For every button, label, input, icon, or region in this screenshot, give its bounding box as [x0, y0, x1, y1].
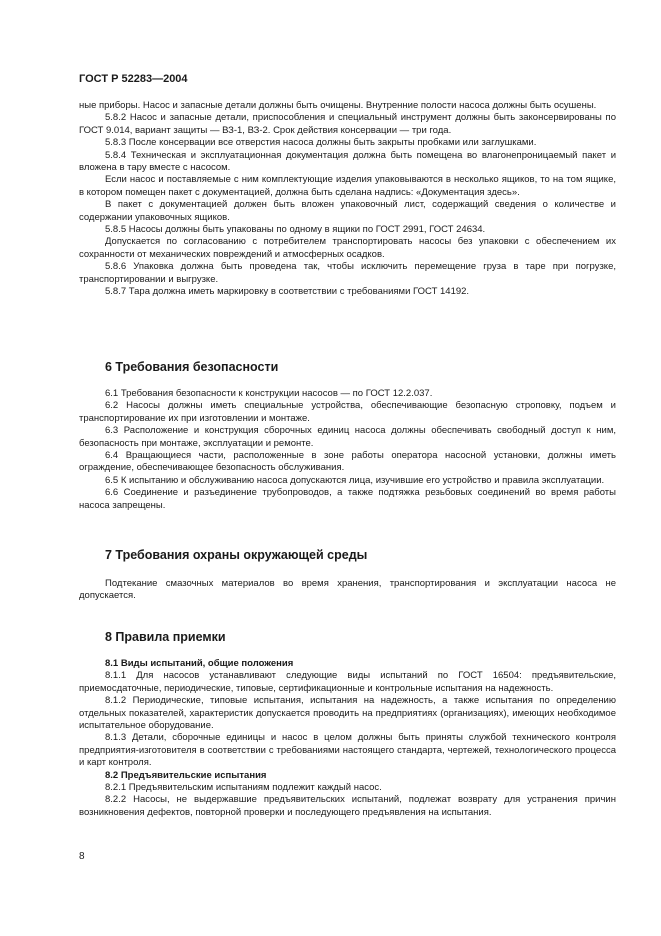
paragraph: 8.1.1 Для насосов устанавливают следующие виды испытаний по ГОСТ 16504: предъявительские, приемосдаточные, периодические, типовые, сертификационные и контрольные испытания на надежность. — [79, 670, 616, 694]
paragraph: 6.3 Расположение и конструкция сборочных единиц насоса должны обеспечивать свободный доступ к ним, безопасность при монтаже, эксплуатации и ремонте. — [79, 425, 616, 449]
paragraph: 8.1.3 Детали, сборочные единицы и насос в целом должны быть приняты службой технического контроля предприятия-изготовителя в соответствии с требованиями настоящего стандарта, чертежей, технологического процесса и карт контроля. — [79, 732, 616, 769]
section-title: 7 Требования охраны окружающей среды — [105, 548, 368, 562]
document-header: ГОСТ Р 52283—2004 — [79, 73, 188, 85]
paragraph: 6.2 Насосы должны иметь специальные устройства, обеспечивающие безопасную строповку, подъем и транспортирование их при изготовлении и монтаже. — [79, 400, 616, 424]
paragraph: 6.4 Вращающиеся части, расположенные в зоне работы оператора насосной установки, должны иметь ограждение, обеспечивающее безопасность обслуживания. — [79, 450, 616, 474]
section-6 — [79, 360, 616, 512]
paragraph: ные приборы. Насос и запасные детали должны быть очищены. Внутренние полости насоса должны быть осушены. — [79, 100, 597, 111]
subsection-title: 8.1 Виды испытаний, общие положения — [105, 658, 294, 669]
paragraph: 5.8.7 Тара должна иметь маркировку в соответствии с требованиями ГОСТ 14192. — [105, 286, 470, 298]
section-title: 8 Правила приемки — [105, 630, 226, 644]
paragraph: 5.8.6 Упаковка должна быть проведена так, чтобы исключить перемещение груза в таре при погрузке, транспортировании и выгрузке. — [79, 261, 616, 285]
page-number: 8 — [79, 851, 85, 862]
paragraph: 8.2.2 Насосы, не выдержавшие предъявительских испытаний, подлежат возврату для устранения причин возникновения дефектов, повторной проверки и последующего предъявления на испытания. — [79, 794, 616, 818]
paragraph: Подтекание смазочных материалов во время хранения, транспортирования и эксплуатации насоса не допускается. — [79, 578, 616, 602]
paragraph: 5.8.4 Техническая и эксплуатационная документация должна быть помещена во влагонепроницаемый пакет и вложена в тару вместе с насосом. — [79, 149, 616, 174]
section-7 — [79, 548, 616, 603]
paragraph: Если насос и поставляемые с ним комплектующие изделия упаковываются в несколько ящиков, то на том ящике, в котором помещен пакет с документацией, должна быть сделана надпись: «Документация здесь». — [79, 174, 616, 198]
section-title: 6 Требования безопасности — [105, 360, 279, 374]
paragraph: 5.8.2 Насос и запасные детали, приспособления и специальный инструмент должны быть законсервированы по ГОСТ 9.014, вариант защиты — ВЗ-1, ВЗ-2. Срок действия консервации — три года. — [79, 112, 616, 136]
section-5-continuation — [79, 100, 616, 299]
subsection-title: 8.2 Предъявительские испытания — [105, 769, 267, 781]
paragraph: В пакет с документацией должен быть вложен упаковочный лист, содержащий сведения о количестве и содержании упаковочных ящиков. — [79, 199, 616, 223]
paragraph: 6.1 Требования безопасности к конструкции насосов — по ГОСТ 12.2.037. — [105, 388, 433, 399]
paragraph: 6.6 Соединение и разъединение трубопроводов, а также подтяжка резьбовых соединений во время работы насоса запрещены. — [79, 487, 616, 511]
paragraph: 8.1.2 Периодические, типовые испытания, испытания на надежность, а также испытания по определению отдельных показателей, характеристик допускается проводить на предприятиях (организациях), имеющих необходимое испытательное оборудование. — [79, 695, 616, 732]
section-8 — [79, 630, 616, 819]
paragraph: Допускается по согласованию с потребителем транспортировать насосы без упаковки с обеспечением их сохранности от механических повреждений и атмосферных осадков. — [79, 236, 616, 260]
paragraph: 5.8.3 После консервации все отверстия насоса должны быть закрыты пробками или заглушками. — [105, 137, 537, 149]
paragraph: 5.8.5 Насосы должны быть упакованы по одному в ящики по ГОСТ 2991, ГОСТ 24634. — [105, 224, 486, 236]
paragraph: 6.5 К испытанию и обслуживанию насоса допускаются лица, изучившие его устройство и правила эксплуатации. — [105, 474, 605, 486]
paragraph: 8.2.1 Предъявительским испытаниям подлежит каждый насос. — [105, 782, 382, 794]
